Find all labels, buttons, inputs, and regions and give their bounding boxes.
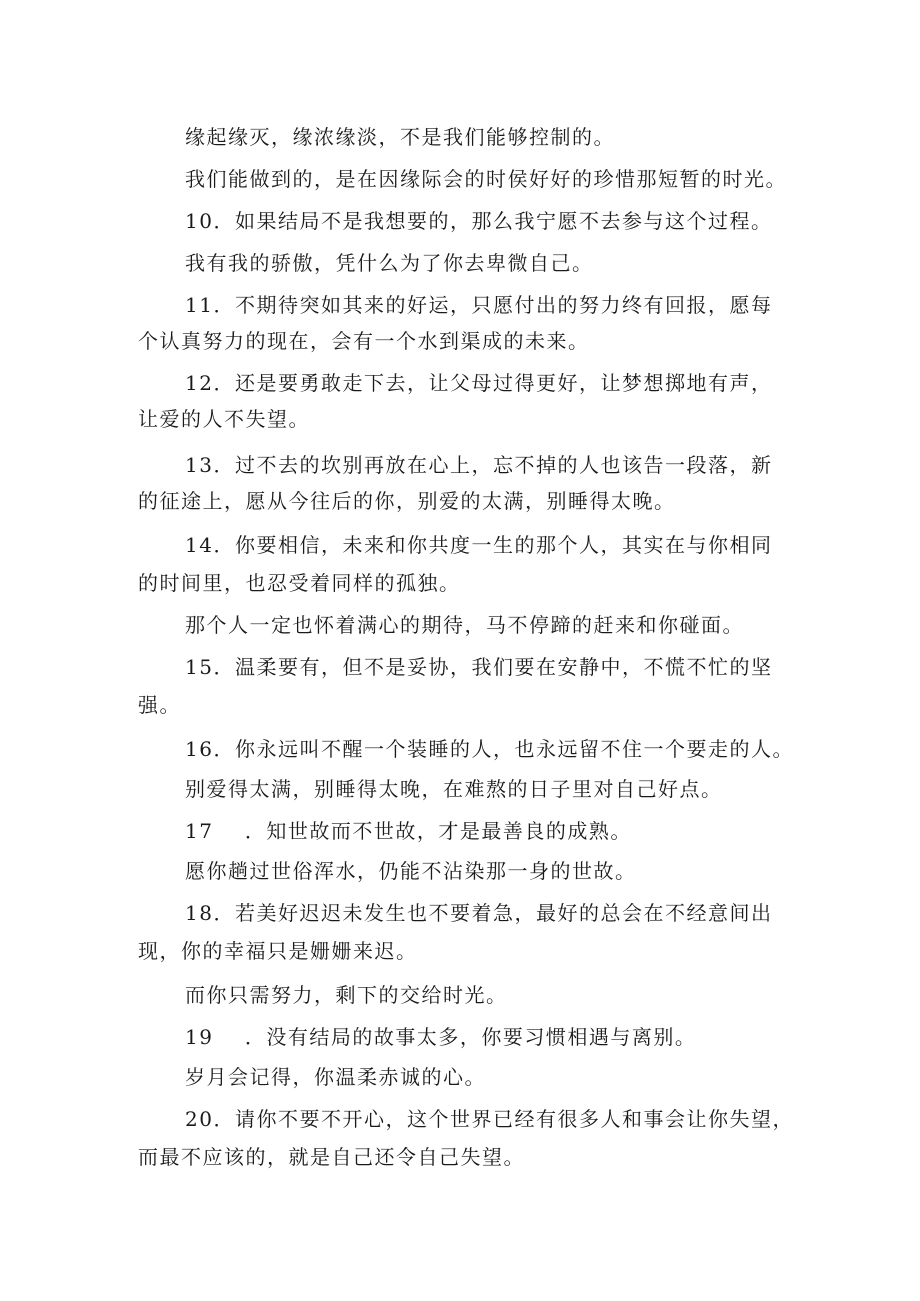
text-line: 12．还是要勇敢走下去，让父母过得更好，让梦想掷地有声， — [185, 371, 773, 395]
text-line: 10．如果结局不是我想要的，那么我宁愿不去参与这个过程。 — [185, 209, 773, 233]
text-line: 的时间里，也忍受着同样的孤独。 — [138, 571, 461, 595]
text-line: 15．温柔要有，但不是妥协，我们要在安静中，不慌不忙的坚 — [185, 655, 773, 679]
text-line: 11．不期待突如其来的好运，只愿付出的努力终有回报，愿每 — [185, 293, 773, 317]
text-line: 缘起缘灭，缘浓缘淡，不是我们能够控制的。 — [185, 125, 615, 149]
text-line: 17 ．知世故而不世故，才是最善良的成熟。 — [185, 819, 632, 843]
text-line: 16．你永远叫不醒一个装睡的人，也永远留不住一个要走的人。 — [185, 737, 794, 761]
text-line: 20．请你不要不开心，这个世界已经有很多人和事会让你失望， — [185, 1107, 794, 1131]
text-line: 18．若美好迟迟未发生也不要着急，最好的总会在不经意间出 — [185, 901, 773, 925]
text-line: 岁月会记得，你温柔赤诚的心。 — [185, 1065, 486, 1089]
text-line: 我们能做到的，是在因缘际会的时侯好好的珍惜那短暂的时光。 — [185, 167, 787, 191]
text-line: 的征途上，愿从今往后的你，别爱的太满，别睡得太晚。 — [138, 489, 676, 513]
text-line: 而最不应该的，就是自己还令自己失望。 — [138, 1145, 525, 1169]
text-line: 个认真努力的现在，会有一个水到渠成的未来。 — [138, 329, 590, 353]
text-line: 强。 — [138, 693, 181, 717]
text-line: 愿你趟过世俗浑水，仍能不沾染那一身的世故。 — [185, 859, 637, 883]
text-line: 现，你的幸福只是姗姗来迟。 — [138, 939, 418, 963]
text-line: 19 ．没有结局的故事太多，你要习惯相遇与离别。 — [185, 1025, 697, 1049]
text-line: 13．过不去的坎别再放在心上，忘不掉的人也该告一段落，新 — [185, 453, 773, 477]
text-line: 别爱得太满，别睡得太晚，在难熬的日子里对自己好点。 — [185, 777, 723, 801]
text-line: 那个人一定也怀着满心的期待，马不停蹄的赶来和你碰面。 — [185, 613, 744, 637]
text-line: 我有我的骄傲，凭什么为了你去卑微自己。 — [185, 251, 594, 275]
text-line: 而你只需努力，剩下的交给时光。 — [185, 983, 508, 1007]
text-line: 让爱的人不失望。 — [138, 407, 310, 431]
text-line: 14．你要相信，未来和你共度一生的那个人，其实在与你相同 — [185, 533, 773, 557]
